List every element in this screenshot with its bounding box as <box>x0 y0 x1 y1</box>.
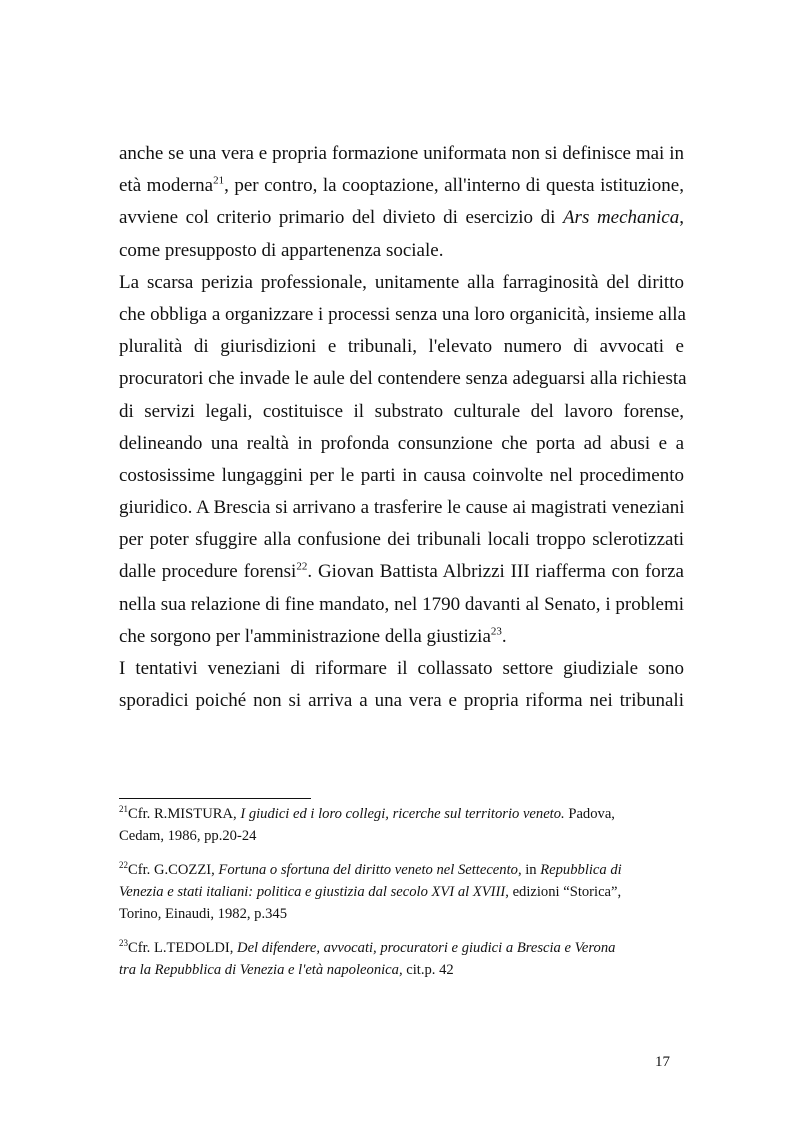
text-run: . Giovan Battista Albrizzi III riafferma con forza <box>307 561 684 583</box>
text-run: sporadici poiché non si arriva a una vera e propria riforma nei tribunali <box>119 690 684 712</box>
footnote-line <box>119 881 679 903</box>
text-run: anche se una vera e propria formazione uniformata non si definisce mai in <box>119 143 684 164</box>
text-run: età moderna <box>119 175 214 197</box>
body-line <box>119 524 684 556</box>
footnote-number: 22 <box>119 860 128 871</box>
text-run: Cfr. G.COZZI, <box>128 862 219 878</box>
text-run: dalle procedure forensi <box>119 561 297 583</box>
text-run: , per contro, la cooptazione, all'interno di questa istituzione, <box>224 175 684 197</box>
footnote-separator <box>119 798 311 799</box>
text-run: nella sua relazione di fine mandato, nel 1790 davanti al Senato, i problemi <box>119 593 684 615</box>
footnote-line <box>119 937 679 959</box>
body-line <box>119 363 687 395</box>
body-text <box>119 138 687 717</box>
body-line <box>119 685 684 717</box>
body-line <box>119 589 684 621</box>
footnote-23 <box>119 937 679 981</box>
text-run: , in <box>517 862 541 878</box>
body-line <box>119 299 684 331</box>
text-run: pluralità di giurisdizioni e tribunali, l'elevato numero di avvocati e <box>119 336 684 358</box>
italic-title: tra la Repubblica di Venezia e l'età napoleonica, <box>119 962 403 978</box>
footnote-line <box>119 859 679 881</box>
text-run: , <box>679 207 684 229</box>
body-line <box>119 235 684 267</box>
text-run: cit.p. 42 <box>402 962 454 978</box>
body-line <box>119 492 684 524</box>
body-line <box>119 396 684 428</box>
body-line <box>119 138 684 170</box>
body-line <box>119 621 684 653</box>
body-line <box>119 202 684 234</box>
text-run: Cedam, 1986, pp.20-24 <box>119 828 257 844</box>
italic-title: Repubblica di <box>540 862 622 878</box>
text-run: I tentativi veneziani di riformare il collassato settore giudiziale sono <box>119 658 684 679</box>
italic-title: Fortuna o sfortuna del diritto veneto nel Settecento <box>218 862 518 878</box>
text-run: Torino, Einaudi, 1982, p.345 <box>119 906 288 922</box>
body-line <box>119 428 684 460</box>
body-line <box>119 331 684 363</box>
italic-title: I giudici ed i loro collegi, ricerche sul territorio veneto. <box>240 806 565 822</box>
footnote-ref-21[interactable]: 21 <box>213 174 225 187</box>
text-run: di servizi legali, costituisce il substrato culturale del lavoro forense, <box>119 400 684 422</box>
text-run: procuratori che invade le aule del contendere senza adeguarsi alla richiesta <box>119 368 687 390</box>
footnote-line <box>119 825 679 847</box>
text-run: delineando una realtà in profonda consunzione che porta ad abusi e a <box>119 432 684 454</box>
text-run: come presupposto di appartenenza sociale. <box>119 239 444 261</box>
footnote-ref-22[interactable]: 22 <box>296 561 308 574</box>
body-line <box>119 267 684 299</box>
text-run: avviene col criterio primario del divieto di esercizio di <box>119 207 563 229</box>
body-line <box>119 170 684 202</box>
footnote-ref-23[interactable]: 23 <box>490 625 502 638</box>
text-run: costosissime lungaggini per le parti in causa coinvolte nel procedimento <box>119 464 684 486</box>
text-run: per poter sfuggire alla confusione dei tribunali locali troppo sclerotizzati <box>119 529 684 551</box>
footnote-number: 21 <box>119 804 128 815</box>
text-run: che sorgono per l'amministrazione della giustizia <box>119 625 491 647</box>
page-number: 17 <box>655 1054 670 1070</box>
text-run: giuridico. A Brescia si arrivano a trasferire le cause ai magistrati veneziani <box>119 497 685 519</box>
footnote-21 <box>119 803 679 847</box>
italic-title: Venezia e stati italiani: politica e giustizia dal secolo XVI al XVIII <box>119 884 506 900</box>
footnotes <box>119 803 679 993</box>
footnote-line <box>119 903 679 925</box>
footnote-line <box>119 803 679 825</box>
text-run: Cfr. R.MISTURA, <box>128 806 241 822</box>
body-line <box>119 556 684 588</box>
text-run: . <box>501 625 507 647</box>
italic-title: Del difendere, avvocati, procuratori e giudici a Brescia e Verona <box>237 940 616 956</box>
text-run: La scarsa perizia professionale, unitamente alla farraginosità del diritto <box>119 271 684 293</box>
footnote-line <box>119 959 679 981</box>
text-run: , edizioni “Storica”, <box>505 884 622 900</box>
text-run: che obbliga a organizzare i processi senza una loro organicità, insieme alla <box>119 303 686 325</box>
body-line <box>119 653 684 685</box>
footnote-22 <box>119 859 679 925</box>
italic-term: Ars mechanica <box>562 207 680 229</box>
text-run: Cfr. L.TEDOLDI, <box>128 940 238 956</box>
text-run: Padova, <box>564 806 615 822</box>
footnote-number: 23 <box>119 938 128 949</box>
body-line <box>119 460 684 492</box>
